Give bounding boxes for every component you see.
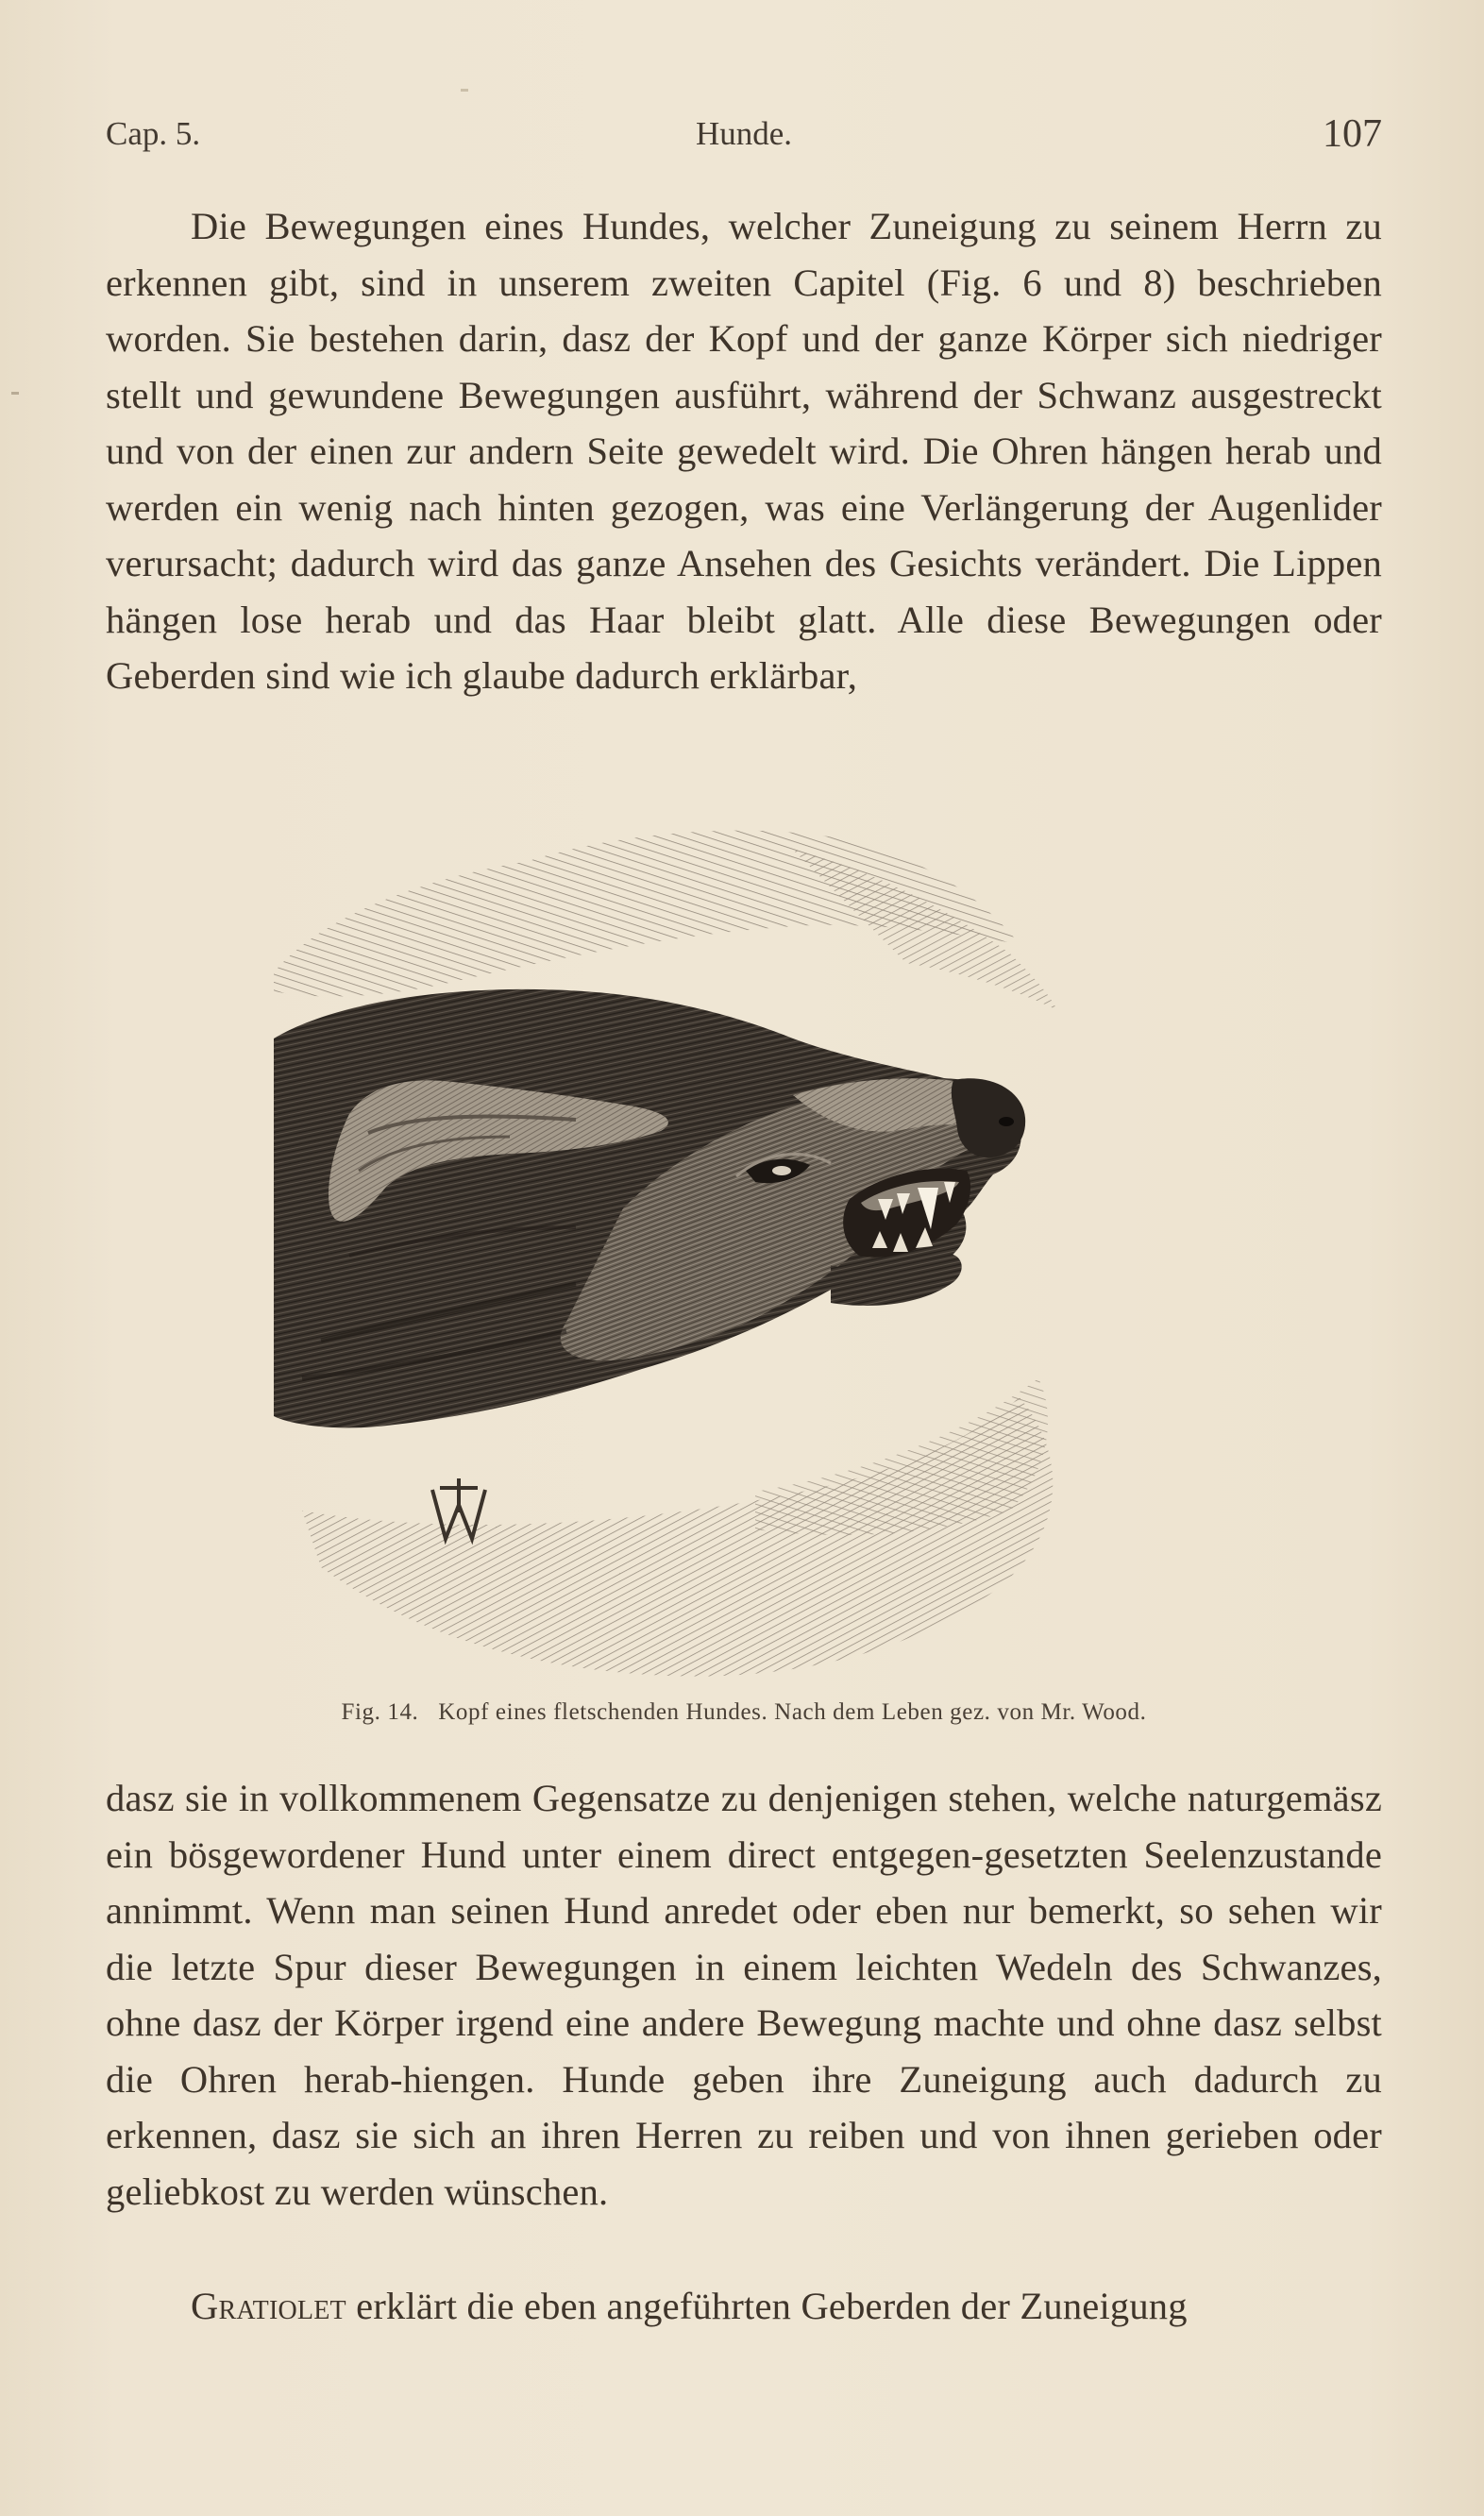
running-title: Hunde. [695, 115, 793, 152]
paragraph-3 [106, 2278, 1382, 2335]
figure-illustration [264, 812, 1237, 1690]
paragraph-2: dasz sie in vollkommenem Gegensatze zu denjenigen stehen, welche naturgemäsz ein bösgewordener Hund unter einem direct entgegen-gesetzten Seelenzustande annimmt. Wenn man seinen Hund anredet oder eben nur bemerkt, so sehen wir die letzte Spur dieser Bewegungen in einem leichten Wedeln des Schwanzes, ohne dasz der Körper irgend eine andere Bewegung machte und ohne dasz selbst die Ohren herab-hiengen. Hunde geben ihre Zuneigung auch dadurch zu erkennen, dasz sie sich an ihren Herren zu reiben und von ihnen gerieben oder geliebkost zu werden wünschen. [106, 1777, 1382, 2213]
figure-number: Fig. 14. [341, 1699, 419, 1725]
paragraph-3-text: erklärt die eben angeführten Geberden der Zuneigung [346, 2285, 1188, 2327]
page-number: 107 [1323, 112, 1382, 156]
figure-caption [106, 1699, 1382, 1726]
running-header [106, 111, 1382, 168]
snarling-dog-head-icon [264, 812, 1237, 1690]
paragraph-1: Die Bewegungen eines Hundes, welcher Zuneigung zu seinem Herrn zu erkennen gibt, sind in unserem zweiten Capitel (Fig. 6 und 8) beschrieben worden. Sie bestehen darin, dasz der Kopf und der ganze Körper sich niedriger stellt und gewundene Bewegungen ausführt, während der Schwanz ausgestreckt und von der einen zur andern Seite gewedelt wird. Die Ohren hängen herab und werden ein wenig nach hinten gezogen, was eine Verlängerung der Augenlider verursacht; dadurch wird das ganze Ansehen des Gesichts verändert. Die Lippen hängen lose herab und das Haar bleibt glatt. Alle diese Bewegungen oder Geberden sind wie ich glaube dadurch erklärbar, [106, 205, 1382, 697]
figure-caption-text: Kopf eines fletschenden Hundes. Nach dem Leben gez. von Mr. Wood. [438, 1699, 1147, 1725]
author-name: Gratiolet [191, 2285, 346, 2327]
printing-mark [461, 89, 468, 92]
chapter-label: Cap. 5. [106, 115, 201, 152]
margin-mark [11, 392, 19, 395]
